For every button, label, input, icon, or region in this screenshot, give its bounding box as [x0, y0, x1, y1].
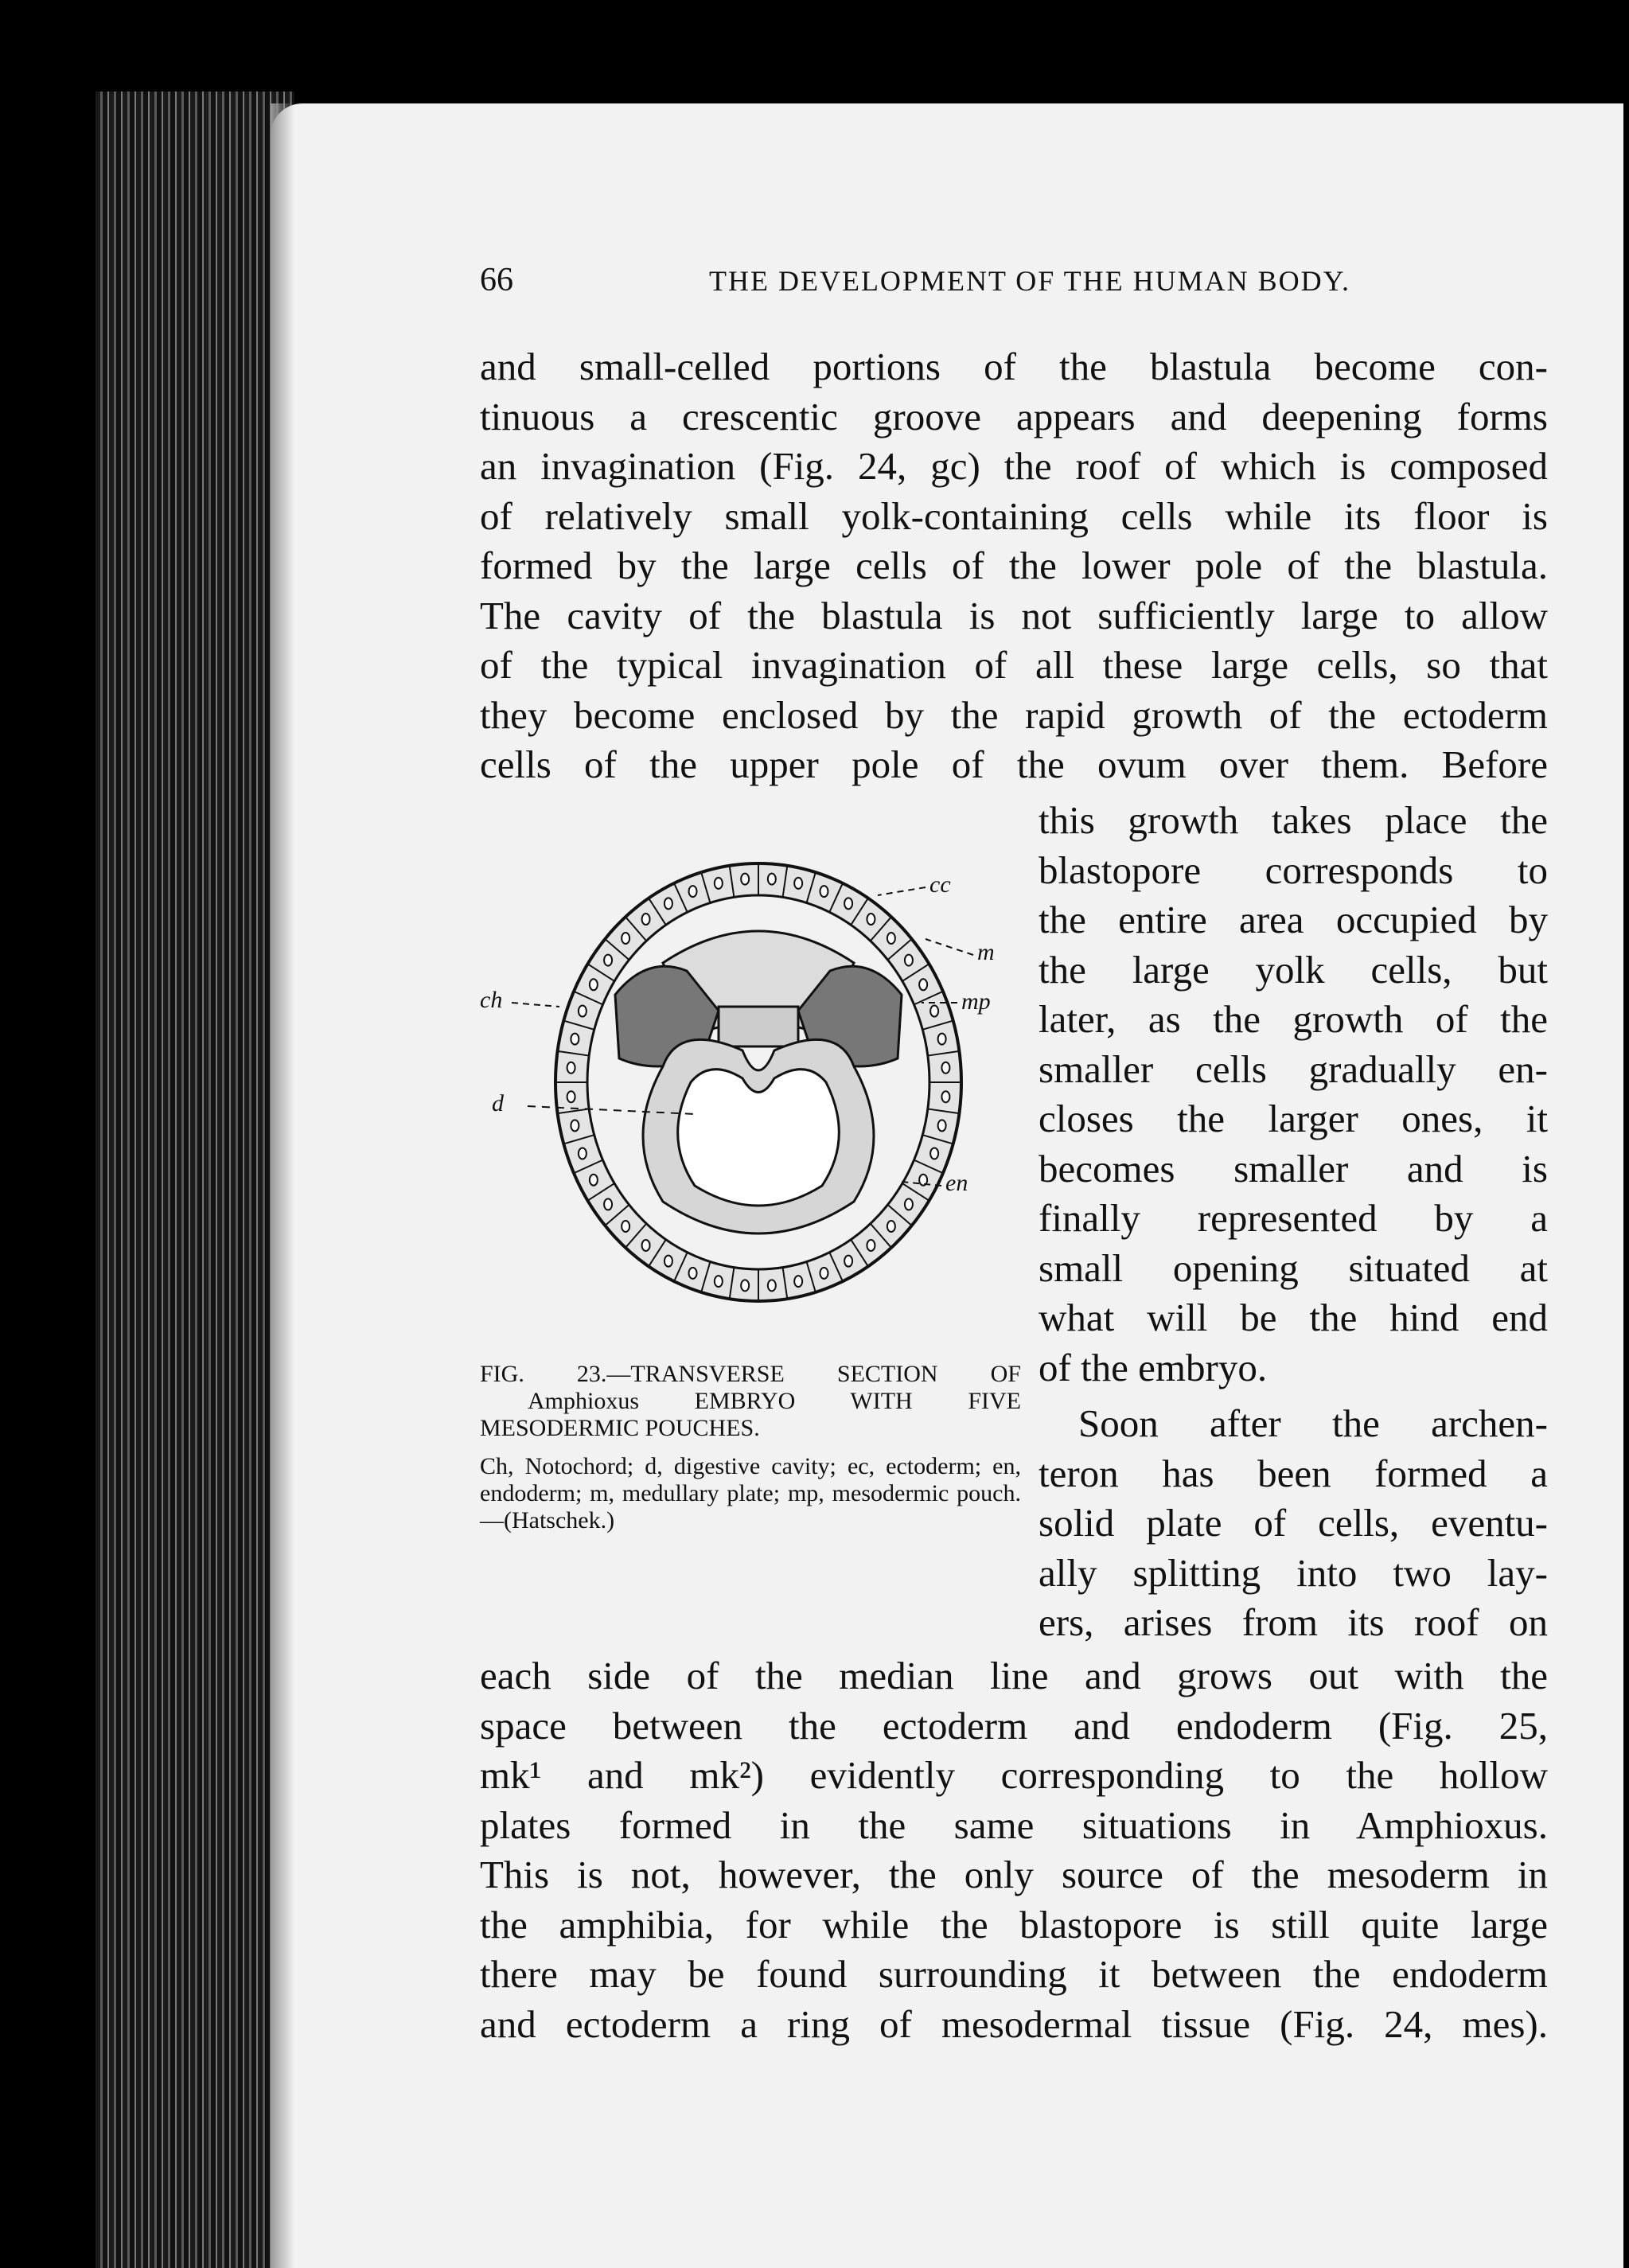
cell-nucleus: [642, 914, 650, 925]
cell-nucleus: [689, 1268, 697, 1279]
cell-nucleus: [919, 979, 927, 990]
text-line: this growth takes place the: [1039, 798, 1548, 842]
text-line: and ectoderm a ring of mesodermal tissue (Fig. 24, mes).: [480, 2001, 1548, 2046]
text-line: teron has been formed a: [1039, 1451, 1548, 1495]
text-line: This is not, however, the only source of the mesoderm in: [480, 1853, 1548, 1896]
cell-nucleus: [887, 1221, 895, 1232]
caption-line: FIG. 23.—TRANSVERSE SECTION OF: [480, 1361, 1021, 1387]
label-mp: mp: [961, 988, 991, 1015]
cell-nucleus: [622, 1221, 629, 1232]
cell-nucleus: [741, 1280, 749, 1291]
cell-nucleus: [579, 1006, 587, 1017]
cell-nucleus: [590, 979, 598, 990]
cell-nucleus: [941, 1091, 949, 1102]
cell-nucleus: [768, 1280, 776, 1291]
text-line: blastopore corresponds to: [1039, 848, 1548, 892]
figure-23-embryo-section: [480, 851, 1021, 1329]
text-line: each side of the median line and grows out with the: [480, 1654, 1548, 1697]
cell-nucleus: [622, 933, 629, 944]
cell-nucleus: [794, 1276, 802, 1287]
text-line: the amphibia, for while the blastopore is still quite large: [480, 1902, 1548, 1947]
text-line: smaller cells gradually en-: [1039, 1046, 1548, 1091]
cell-nucleus: [820, 1268, 828, 1279]
label-ch: ch: [480, 987, 503, 1013]
text-line: plates formed in the same situations in Amphioxus.: [480, 1802, 1548, 1847]
text-line: of the typical invagination of all these large cells, so that: [480, 643, 1548, 687]
text-line: the entire area occupied by: [1039, 898, 1548, 941]
label-d: d: [492, 1090, 504, 1116]
cell-nucleus: [768, 874, 776, 885]
cell-nucleus: [571, 1034, 579, 1045]
cell-nucleus: [941, 1062, 949, 1074]
caption-legend: Ch, Notochord; d, digestive cavity; ec, ectoderm; en, endoderm; m, medullary plate; mp, mesodermic pouch.—(Hatschek.): [480, 1453, 1021, 1533]
cell-nucleus: [604, 1198, 612, 1210]
cell-nucleus: [567, 1062, 575, 1074]
label-en: en: [945, 1170, 968, 1196]
cell-nucleus: [664, 1256, 672, 1267]
caption-line: MESODERMIC POUCHES.: [480, 1415, 760, 1441]
cell-nucleus: [794, 878, 802, 889]
cell-nucleus: [567, 1091, 575, 1102]
cell-nucleus: [689, 886, 697, 897]
text-line: of relatively small yolk-containing cells while its floor is: [480, 493, 1548, 538]
cell-nucleus: [905, 1198, 913, 1210]
cell-nucleus: [930, 1148, 938, 1159]
page-gutter-shadow: [271, 103, 294, 2268]
text-line: ally splitting into two lay-: [1039, 1550, 1548, 1595]
cell-nucleus: [938, 1034, 946, 1045]
label-cc: cc: [929, 871, 951, 898]
text-line: cells of the upper pole of the ovum over them. Before: [480, 742, 1548, 786]
body-text-top: [480, 342, 1548, 790]
text-line: there may be found surrounding it between the endoderm: [480, 1952, 1548, 1996]
cell-nucleus: [887, 933, 895, 944]
page-number: 66: [480, 262, 513, 298]
caption-line: Amphioxus EMBRYO WITH FIVE: [528, 1388, 1021, 1414]
cell-nucleus: [820, 886, 828, 897]
text-line: closes the larger ones, it: [1039, 1097, 1548, 1140]
text-line: they become enclosed by the rapid growth of the ectoderm: [480, 692, 1548, 737]
figure-caption: [480, 1361, 1021, 1534]
body-text-bottom: [480, 1651, 1548, 2049]
embryo-illustration: [480, 851, 1021, 1329]
label-m: m: [977, 939, 995, 965]
text-line: solid plate of cells, eventu-: [1039, 1501, 1548, 1545]
text-line: what will be the hind end: [1039, 1296, 1548, 1339]
cell-nucleus: [642, 1240, 650, 1251]
text-line: an invagination (Fig. 24, gc) the roof of which is composed: [480, 444, 1548, 488]
text-line: finally represented by a: [1039, 1196, 1548, 1240]
cell-nucleus: [938, 1120, 946, 1131]
text-line: ers, arises from its roof on: [1039, 1600, 1548, 1644]
text-line: The cavity of the blastula is not sufficiently large to allow: [480, 593, 1548, 637]
text-line: and small-celled portions of the blastula become con-: [480, 345, 1548, 388]
book-edge: [95, 92, 294, 2268]
running-title: THE DEVELOPMENT OF THE HUMAN BODY.: [708, 265, 1351, 297]
text-line: the large yolk cells, but: [1039, 947, 1548, 992]
text-line: Soon after the archen-: [1078, 1401, 1548, 1445]
text-line: space between the ectoderm and endoderm (Fig. 25,: [480, 1703, 1548, 1748]
cell-nucleus: [715, 1276, 723, 1287]
cell-nucleus: [741, 874, 749, 885]
running-head: [480, 261, 1546, 299]
text-line: of the embryo.: [1039, 1345, 1268, 1389]
cell-nucleus: [715, 878, 723, 889]
cell-nucleus: [844, 898, 852, 909]
text-line: tinuous a crescentic groove appears and deepening forms: [480, 394, 1548, 438]
cell-nucleus: [844, 1256, 852, 1267]
cell-nucleus: [590, 1175, 598, 1186]
cell-nucleus: [579, 1148, 587, 1159]
text-line: formed by the large cells of the lower pole of the blastula.: [480, 544, 1548, 587]
cell-nucleus: [571, 1120, 579, 1131]
cell-nucleus: [604, 955, 612, 966]
text-line: becomes smaller and is: [1039, 1146, 1548, 1191]
cell-nucleus: [867, 914, 875, 925]
cell-nucleus: [867, 1240, 875, 1251]
text-line: mk¹ and mk²) evidently corresponding to the hollow: [480, 1753, 1548, 1797]
cell-nucleus: [664, 898, 672, 909]
body-text-right-column: [1039, 796, 1548, 1648]
text-line: small opening situated at: [1039, 1245, 1548, 1290]
text-line: later, as the growth of the: [1039, 997, 1548, 1041]
cell-nucleus: [930, 1006, 938, 1017]
cell-nucleus: [905, 955, 913, 966]
